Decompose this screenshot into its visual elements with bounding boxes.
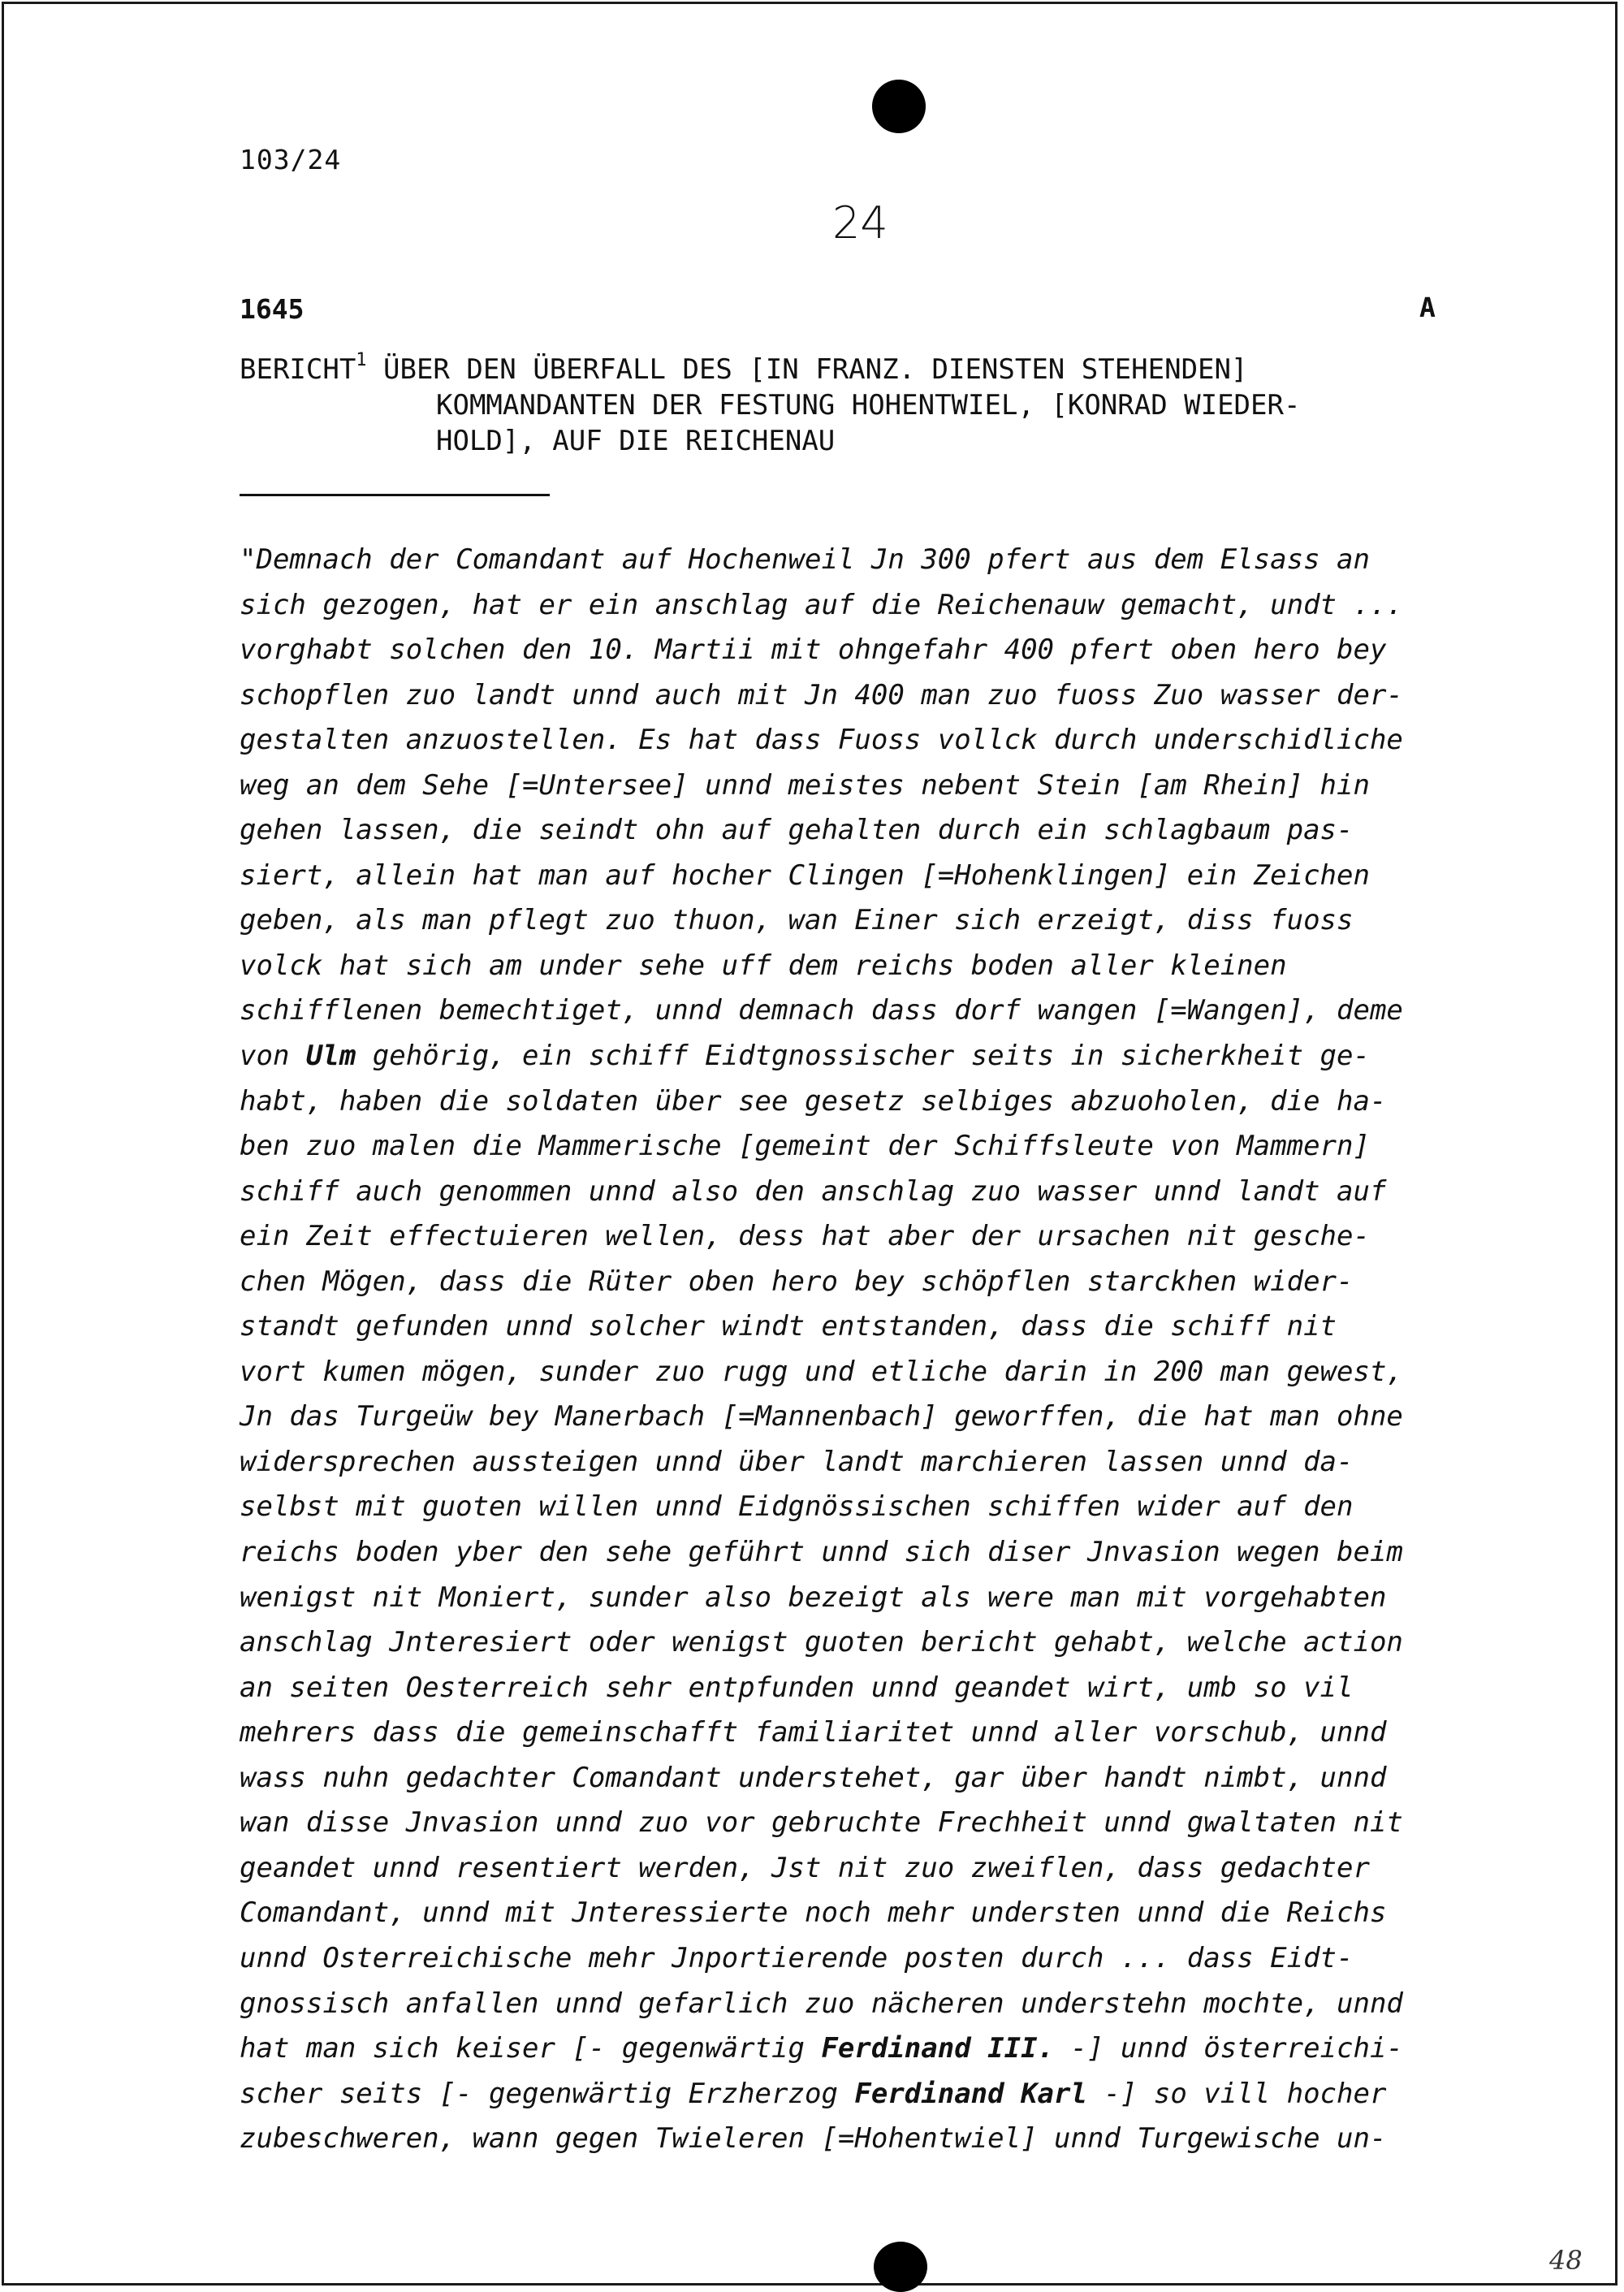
- body-line: gestalten anzuostellen. Es hat dass Fuoss vollck durch underschidliche: [240, 724, 1403, 757]
- body-line: geben, als man pflegt zuo thuon, wan Einer sich erzeigt, diss fuoss: [240, 904, 1354, 937]
- body-line: gnossisch anfallen unnd gefarlich zuo nächeren understehn mochte, unnd: [240, 1987, 1403, 2020]
- body-line: anschlag Jnteresiert oder wenigst guoten bericht gehabt, welche action: [240, 1626, 1403, 1659]
- body-line: gehen lassen, die seindt ohn auf gehalten durch ein schlagbaum pas-: [240, 814, 1354, 847]
- handwritten-folio-number: 48: [1549, 2245, 1583, 2276]
- body-line: ben zuo malen die Mammerische [gemeint der Schiffsleute von Mammern]: [240, 1130, 1370, 1163]
- body-line: vorghabt solchen den 10. Martii mit ohngefahr 400 pfert oben hero bey: [240, 634, 1387, 667]
- body-line: mehrers dass die gemeinschafft familiaritet unnd aller vorschub, unnd: [240, 1716, 1387, 1749]
- body-line: siert, allein hat man auf hocher Clingen [=Hohenklingen] ein Zeichen: [240, 858, 1370, 892]
- body-line-ferdinand-karl: [240, 2072, 1506, 2117]
- heading-line-3: HOLD], AUF DIE REICHENAU: [436, 425, 836, 457]
- heading-line-1-rest: ÜBER DEN ÜBERFALL DES [IN FRANZ. DIENSTEN STEHENDEN]: [366, 353, 1248, 386]
- body-line: zubeschweren, wann gegen Twieleren [=Hohentwiel] unnd Turgewische un-: [240, 2122, 1387, 2156]
- report-body: [240, 538, 1506, 2162]
- body-line: wass nuhn gedachter Comandant understehet, gar über handt nimbt, unnd: [240, 1761, 1387, 1794]
- body-line: habt, haben die soldaten über see gesetz selbiges abzuoholen, die ha-: [240, 1084, 1387, 1118]
- punch-hole-bottom: [874, 2242, 927, 2292]
- heading-line-1: [240, 352, 1482, 387]
- body-line-ferdinand-iii: [240, 2026, 1506, 2072]
- body-line-12-post: gehörig, ein schiff Eidtgnossischer seits in sicherkheit ge-: [356, 1040, 1370, 1073]
- page-number: 24: [832, 197, 888, 249]
- document-heading: [240, 352, 1482, 459]
- body-line: volck hat sich am under sehe uff dem reichs boden aller kleinen: [240, 949, 1287, 982]
- archive-reference: 103/24: [240, 144, 342, 175]
- footnote-mark: 1: [356, 350, 367, 370]
- person-name-ferdinand-iii: Ferdinand III.: [821, 2032, 1055, 2065]
- body-line-35-pre: scher seits [- gegenwärtig Erzherzog: [240, 2077, 855, 2110]
- document-year: 1645: [240, 293, 304, 325]
- body-line: chen Mögen, dass die Rüter oben hero bey schöpflen starckhen wider-: [240, 1265, 1354, 1298]
- body-line: schiff auch genommen unnd also den anschlag zuo wasser unnd landt auf: [240, 1174, 1387, 1208]
- body-line-34-post: -] unnd österreichi-: [1054, 2032, 1403, 2065]
- body-line: geandet unnd resentiert werden, Jst nit zuo zweiflen, dass gedachter: [240, 1851, 1370, 1884]
- body-line: schifflenen bemechtiget, unnd demnach dass dorf wangen [=Wangen], deme: [240, 994, 1403, 1027]
- body-line-ulm: [240, 1034, 1506, 1079]
- document-type: A: [1419, 292, 1436, 323]
- body-line-35-post: -] so vill hocher: [1086, 2077, 1387, 2110]
- body-line: Jn das Turgeüw bey Manerbach [=Mannenbach] geworffen, die hat man ohne: [240, 1400, 1403, 1434]
- place-name-ulm: Ulm: [305, 1040, 356, 1073]
- body-line: unnd Osterreichische mehr Jnportierende posten durch ... dass Eidt-: [240, 1941, 1354, 1974]
- punch-hole-top: [872, 80, 926, 133]
- body-line: selbst mit guoten willen unnd Eidgnössischen schiffen wider auf den: [240, 1490, 1354, 1524]
- body-line: reichs boden yber den sehe geführt unnd sich diser Jnvasion wegen beim: [240, 1536, 1403, 1569]
- body-line: wenigst nit Moniert, sunder also bezeigt als were man mit vorgehabten: [240, 1581, 1387, 1614]
- heading-lead: BERICHT: [240, 353, 356, 386]
- body-line: Comandant, unnd mit Jnteressierte noch mehr understen unnd die Reichs: [240, 1896, 1387, 1930]
- heading-divider: [240, 494, 550, 496]
- body-line: an seiten Oesterreich sehr entpfunden unnd geandet wirt, umb so vil: [240, 1671, 1354, 1704]
- body-line: standt gefunden unnd solcher windt entstanden, dass die schiff nit: [240, 1310, 1337, 1343]
- person-name-ferdinand-karl: Ferdinand Karl: [854, 2077, 1087, 2110]
- body-line: ein Zeit effectuieren wellen, dess hat aber der ursachen nit gesche-: [240, 1220, 1370, 1253]
- body-line: weg an dem Sehe [=Untersee] unnd meistes nebent Stein [am Rhein] hin: [240, 768, 1370, 802]
- body-line: vort kumen mögen, sunder zuo rugg und etliche darin in 200 man gewest,: [240, 1355, 1403, 1388]
- body-line-34-pre: hat man sich keiser [- gegenwärtig: [240, 2032, 822, 2065]
- body-line: widersprechen aussteigen unnd über landt marchieren lassen unnd da-: [240, 1445, 1354, 1478]
- heading-line-2: KOMMANDANTEN DER FESTUNG HOHENTWIEL, [KONRAD WIEDER-: [436, 389, 1301, 422]
- body-line-12-pre: von: [240, 1040, 306, 1073]
- body-line: schopflen zuo landt unnd auch mit Jn 400 man zuo fuoss Zuo wasser der-: [240, 678, 1403, 711]
- body-line: wan disse Jnvasion unnd zuo vor gebruchte Frechheit unnd gwaltaten nit: [240, 1806, 1403, 1840]
- body-line: sich gezogen, hat er ein anschlag auf die Reichenauw gemacht, undt ...: [240, 588, 1403, 621]
- body-line: "Demnach der Comandant auf Hochenweil Jn 300 pfert aus dem Elsass an: [240, 543, 1370, 576]
